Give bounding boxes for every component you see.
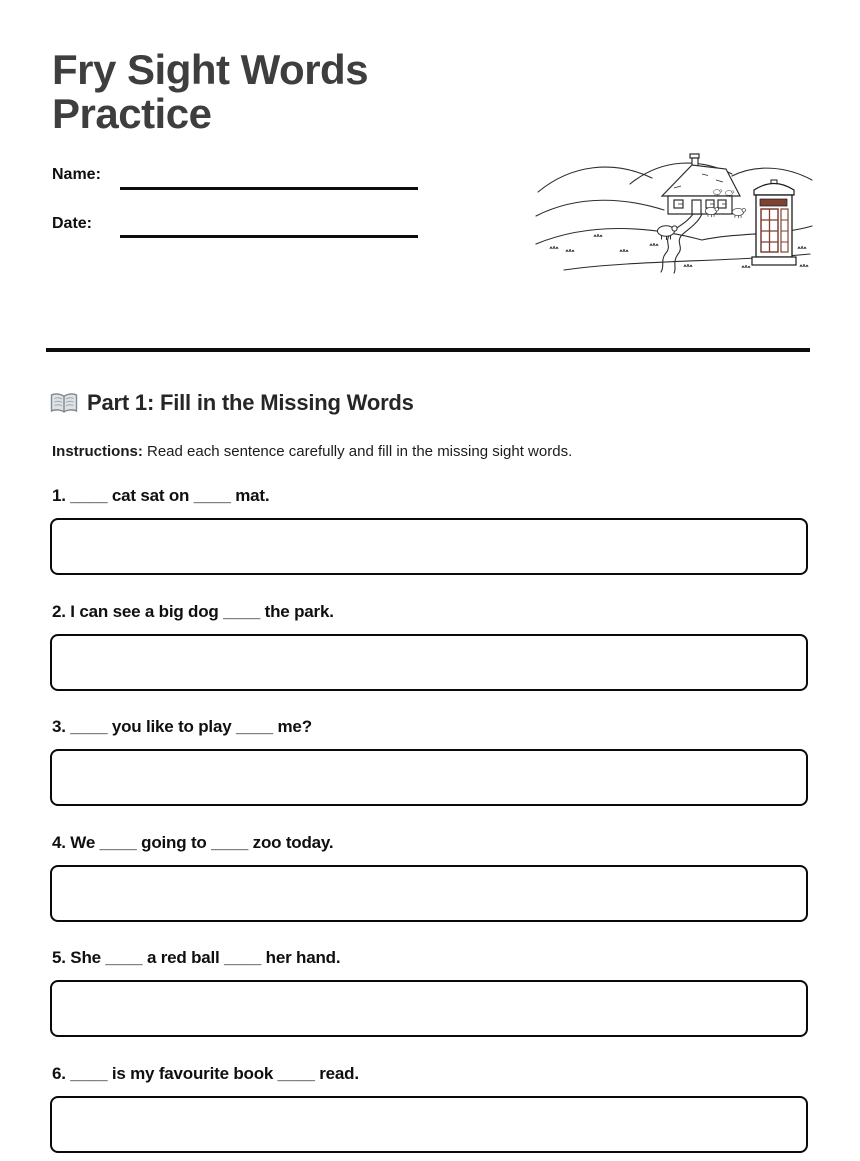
section-divider [46, 348, 810, 352]
answer-box-5[interactable] [50, 980, 808, 1037]
answer-box-3[interactable] [50, 749, 808, 806]
question-sentence: 3. ____ you like to play ____ me? [52, 717, 312, 736]
answer-box-6[interactable] [50, 1096, 808, 1153]
part1-heading-text: Part 1: Fill in the Missing Words [87, 390, 414, 415]
answer-box-4[interactable] [50, 865, 808, 922]
question-sentence: 1. ____ cat sat on ____ mat. [52, 486, 270, 505]
question-item-6 [50, 1063, 808, 1153]
answer-box-2[interactable] [50, 634, 808, 691]
question-item-4 [50, 832, 808, 922]
date-label: Date: [52, 215, 93, 232]
question-sentence: 4. We ____ going to ____ zoo today. [52, 833, 334, 852]
page-title: Fry Sight Words Practice [52, 46, 369, 138]
question-item-1 [50, 485, 808, 575]
date-input-line[interactable] [120, 235, 418, 238]
question-item-2 [50, 601, 808, 691]
instructions-label: Instructions: [52, 443, 143, 460]
question-sentence: 6. ____ is my favourite book ____ read. [52, 1064, 359, 1083]
question-item-3 [50, 716, 808, 806]
question-item-5 [50, 947, 808, 1037]
countryside-illustration [534, 150, 814, 274]
part1-heading [50, 390, 414, 416]
instructions-text: Instructions: Read each sentence carefully and fill in the missing sight words. [52, 443, 573, 460]
question-sentence: 5. She ____ a red ball ____ her hand. [52, 948, 341, 967]
question-sentence: 2. I can see a big dog ____ the park. [52, 602, 334, 621]
phone-box [752, 180, 796, 265]
name-label: Name: [52, 166, 101, 183]
open-book-icon [50, 392, 78, 415]
answer-box-1[interactable] [50, 518, 808, 575]
name-input-line[interactable] [120, 187, 418, 190]
